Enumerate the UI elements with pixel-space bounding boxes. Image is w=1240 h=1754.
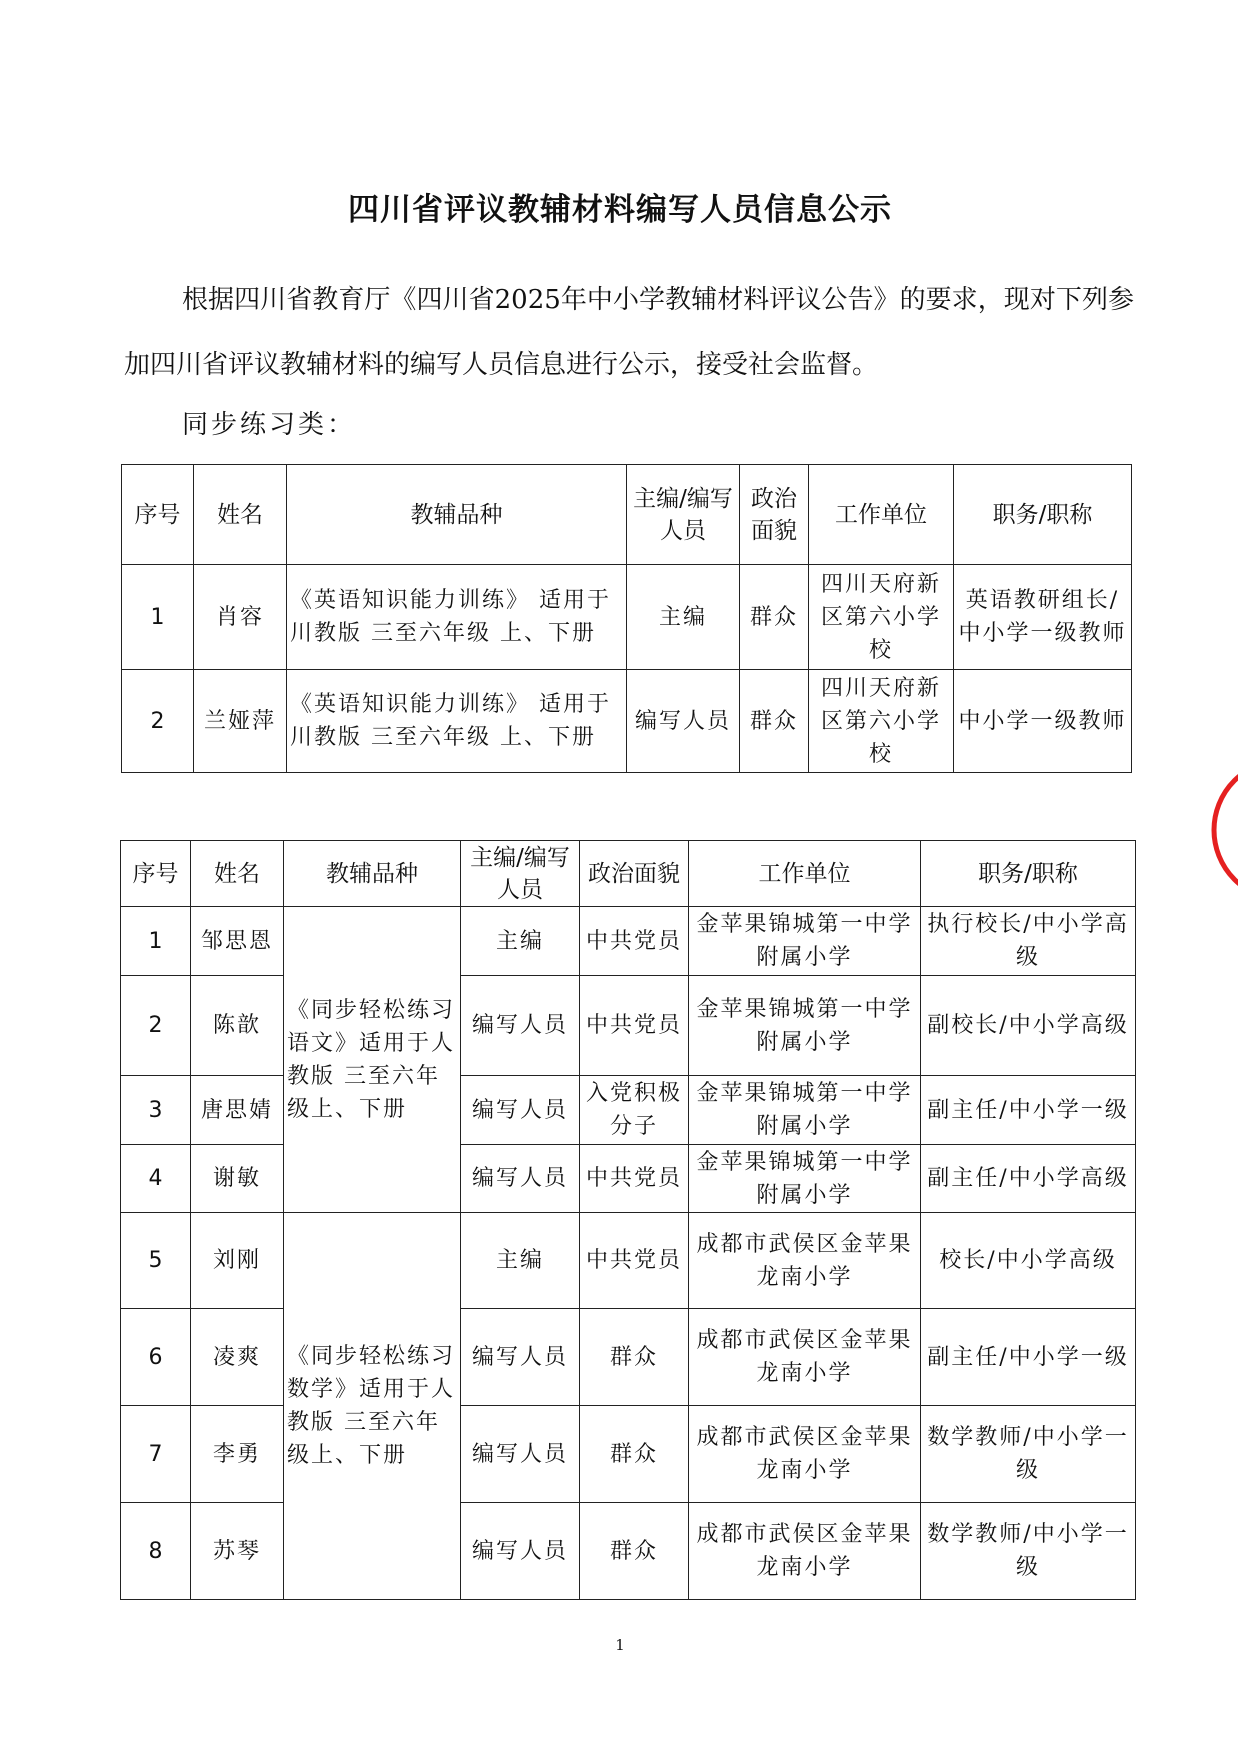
table-row bbox=[121, 976, 1136, 1076]
header-material: 教辅品种 bbox=[287, 465, 627, 565]
cell-unit: 四川天府新区第六小学校 bbox=[809, 670, 954, 773]
cell-name: 凌爽 bbox=[191, 1309, 284, 1406]
cell-title: 副主任/中小学高级 bbox=[921, 1145, 1136, 1213]
cell-name: 谢敏 bbox=[191, 1145, 284, 1213]
table-row bbox=[121, 1213, 1136, 1309]
cell-name: 陈歆 bbox=[191, 976, 284, 1076]
header-name: 姓名 bbox=[191, 841, 284, 907]
header-role: 主编/编写人员 bbox=[627, 465, 740, 565]
cell-no: 2 bbox=[122, 670, 194, 773]
cell-unit: 金苹果锦城第一中学附属小学 bbox=[689, 1076, 921, 1145]
cell-no: 6 bbox=[121, 1309, 191, 1406]
cell-title: 副校长/中小学高级 bbox=[921, 976, 1136, 1076]
table-row bbox=[121, 1145, 1136, 1213]
header-name: 姓名 bbox=[194, 465, 287, 565]
cell-politics: 群众 bbox=[740, 670, 809, 773]
header-no: 序号 bbox=[121, 841, 191, 907]
cell-no: 2 bbox=[121, 976, 191, 1076]
cell-politics: 中共党员 bbox=[580, 1145, 689, 1213]
cell-title: 数学教师/中小学一级 bbox=[921, 1503, 1136, 1600]
cell-unit: 四川天府新区第六小学校 bbox=[809, 565, 954, 670]
section-label: 同步练习类： bbox=[182, 410, 357, 440]
cell-material: 《同步轻松练习数学》适用于人教版 三至六年级上、下册 bbox=[284, 1213, 461, 1600]
header-title: 职务/职称 bbox=[921, 841, 1136, 907]
cell-no: 5 bbox=[121, 1213, 191, 1309]
cell-role: 主编 bbox=[627, 565, 740, 670]
cell-no: 3 bbox=[121, 1076, 191, 1145]
header-politics: 政治面貌 bbox=[580, 841, 689, 907]
cell-title: 数学教师/中小学一级 bbox=[921, 1406, 1136, 1503]
cell-unit: 成都市武侯区金苹果龙南小学 bbox=[689, 1309, 921, 1406]
header-material: 教辅品种 bbox=[284, 841, 461, 907]
cell-title: 副主任/中小学一级 bbox=[921, 1076, 1136, 1145]
header-politics: 政治面貌 bbox=[740, 465, 809, 565]
cell-politics: 群众 bbox=[580, 1503, 689, 1600]
header-title: 职务/职称 bbox=[954, 465, 1132, 565]
cell-title: 中小学一级教师 bbox=[954, 670, 1132, 773]
cell-role: 编写人员 bbox=[461, 1076, 580, 1145]
seal-arc bbox=[1214, 760, 1238, 900]
cell-name: 邹思恩 bbox=[191, 907, 284, 976]
table-header-row bbox=[122, 465, 1132, 565]
page-title: 四川省评议教辅材料编写人员信息公示 bbox=[348, 192, 892, 228]
page-number: 1 bbox=[615, 1636, 625, 1654]
cell-name: 李勇 bbox=[191, 1406, 284, 1503]
cell-no: 8 bbox=[121, 1503, 191, 1600]
cell-role: 编写人员 bbox=[461, 1145, 580, 1213]
table-row bbox=[122, 565, 1132, 670]
cell-no: 4 bbox=[121, 1145, 191, 1213]
cell-name: 刘刚 bbox=[191, 1213, 284, 1309]
cell-politics: 群众 bbox=[740, 565, 809, 670]
table-row bbox=[121, 1076, 1136, 1145]
cell-unit: 金苹果锦城第一中学附属小学 bbox=[689, 976, 921, 1076]
intro-paragraph: 根据四川省教育厅《四川省2025年中小学教辅材料评议公告》的要求，现对下列参加四川省评议教辅材料的编写人员信息进行公示，接受社会监督。 bbox=[124, 285, 1134, 380]
header-unit: 工作单位 bbox=[809, 465, 954, 565]
cell-no: 7 bbox=[121, 1406, 191, 1503]
cell-politics: 中共党员 bbox=[580, 976, 689, 1076]
table-row bbox=[121, 1503, 1136, 1600]
table-row bbox=[122, 670, 1132, 773]
table-row bbox=[121, 1309, 1136, 1406]
table-sync-practice bbox=[120, 840, 1136, 1600]
cell-role: 主编 bbox=[461, 907, 580, 976]
cell-name: 肖容 bbox=[194, 565, 287, 670]
cell-role: 编写人员 bbox=[461, 1503, 580, 1600]
cell-material: 《同步轻松练习语文》适用于人教版 三至六年级上、下册 bbox=[284, 907, 461, 1213]
cell-politics: 中共党员 bbox=[580, 1213, 689, 1309]
cell-politics: 群众 bbox=[580, 1406, 689, 1503]
cell-politics: 中共党员 bbox=[580, 907, 689, 976]
cell-role: 编写人员 bbox=[461, 1406, 580, 1503]
cell-name: 苏琴 bbox=[191, 1503, 284, 1600]
cell-no: 1 bbox=[122, 565, 194, 670]
table-row bbox=[121, 1406, 1136, 1503]
cell-unit: 成都市武侯区金苹果龙南小学 bbox=[689, 1213, 921, 1309]
table-header-row bbox=[121, 841, 1136, 907]
cell-unit: 金苹果锦城第一中学附属小学 bbox=[689, 907, 921, 976]
cell-unit: 成都市武侯区金苹果龙南小学 bbox=[689, 1406, 921, 1503]
cell-title: 校长/中小学高级 bbox=[921, 1213, 1136, 1309]
cell-unit: 成都市武侯区金苹果龙南小学 bbox=[689, 1503, 921, 1600]
cell-title: 副主任/中小学一级 bbox=[921, 1309, 1136, 1406]
cell-name: 兰娅萍 bbox=[194, 670, 287, 773]
cell-role: 编写人员 bbox=[461, 976, 580, 1076]
cell-material: 《英语知识能力训练》 适用于川教版 三至六年级 上、下册 bbox=[287, 670, 627, 773]
red-seal-stamp bbox=[1208, 755, 1238, 905]
cell-role: 主编 bbox=[461, 1213, 580, 1309]
cell-title: 执行校长/中小学高级 bbox=[921, 907, 1136, 976]
table-english bbox=[121, 464, 1132, 773]
cell-name: 唐思婧 bbox=[191, 1076, 284, 1145]
table-row bbox=[121, 907, 1136, 976]
cell-material: 《英语知识能力训练》 适用于川教版 三至六年级 上、下册 bbox=[287, 565, 627, 670]
cell-no: 1 bbox=[121, 907, 191, 976]
cell-politics: 入党积极分子 bbox=[580, 1076, 689, 1145]
header-role: 主编/编写人员 bbox=[461, 841, 580, 907]
cell-role: 编写人员 bbox=[461, 1309, 580, 1406]
header-unit: 工作单位 bbox=[689, 841, 921, 907]
cell-unit: 金苹果锦城第一中学附属小学 bbox=[689, 1145, 921, 1213]
cell-politics: 群众 bbox=[580, 1309, 689, 1406]
cell-role: 编写人员 bbox=[627, 670, 740, 773]
cell-title: 英语教研组长/中小学一级教师 bbox=[954, 565, 1132, 670]
header-no: 序号 bbox=[122, 465, 194, 565]
